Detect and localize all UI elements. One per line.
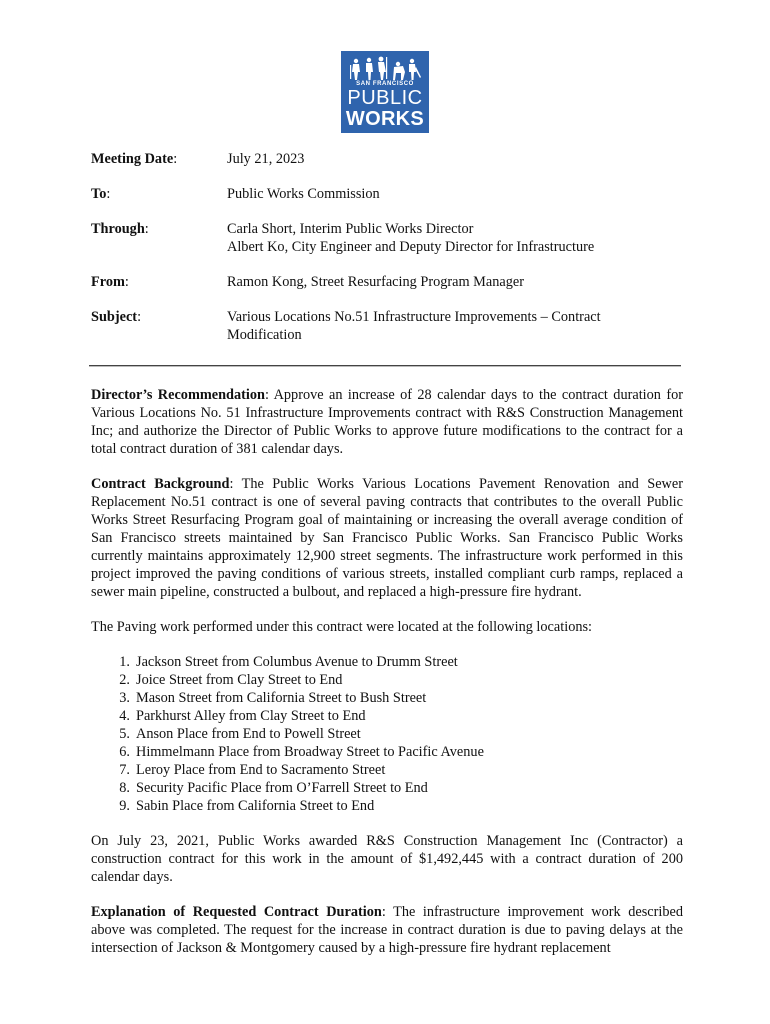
workers-silhouette-icon [347,55,423,81]
list-item-text: Parkhurst Alley from Clay Street to End [136,708,366,724]
from-label: From [91,274,125,290]
recommendation-heading: Director’s Recommendation [91,387,265,403]
list-item [91,761,683,779]
list-item-text: Jackson Street from Columbus Avenue to Drumm Street [136,654,458,670]
logo-san-francisco: SAN FRANCISCO [356,81,414,87]
list-item-number: 5. [119,726,130,742]
list-item [91,725,683,743]
list-item-number: 7. [119,762,130,778]
memo-body [91,386,683,974]
award-paragraph: On July 23, 2021, Public Works awarded R&S Construction Management Inc (Contractor) a construction contract for this work in the amount of $1,492,445 with a contract duration of 200 calendar days. [91,833,683,885]
locations-list [91,653,683,815]
list-item [91,689,683,707]
meeting-date-label: Meeting Date [91,151,174,167]
list-item [91,797,683,815]
list-item-number: 3. [119,690,130,706]
list-item-text: Leroy Place from End to Sacramento Street [136,762,386,778]
memo-header [91,150,681,361]
list-item [91,707,683,725]
list-item-number: 4. [119,708,130,724]
from-value: Ramon Kong, Street Resurfacing Program Manager [227,274,524,290]
list-item-text: Mason Street from California Street to Bush Street [136,690,427,706]
background-paragraph [91,475,683,601]
through-label: Through [91,221,145,237]
list-item [91,671,683,689]
through-value-1: Carla Short, Interim Public Works Director [227,221,474,237]
public-works-logo [341,51,429,133]
logo-public: PUBLIC [347,87,423,109]
list-item-text: Joice Street from Clay Street to End [136,672,343,688]
logo-works: WORKS [345,108,425,130]
list-item-text: Himmelmann Place from Broadway Street to Pacific Avenue [136,744,484,760]
recommendation-text: : Approve an increase of 28 calendar days to the contract duration for Various Locations No. 51 Infrastructure Improvements contract with R&S Construction Management Inc; and authorize the Director of Public Works to approve future modifications to the contract for a total contract duration of 381 calendar days. [91,387,684,457]
memo-row-to: To: Public Works Commission [91,185,681,203]
list-item-number: 8. [119,780,130,796]
memo-row-from: From: Ramon Kong, Street Resurfacing Program Manager [91,273,681,291]
list-item [91,653,683,671]
list-item-text: Anson Place from End to Powell Street [136,726,361,742]
list-item-number: 1. [119,654,130,670]
subject-label: Subject [91,309,138,325]
explanation-paragraph [91,903,683,957]
list-item-number: 2. [119,672,130,688]
list-item-text: Sabin Place from California Street to End [136,798,375,814]
locations-intro: The Paving work performed under this contract were located at the following locations: [91,619,593,635]
subject-value-2: Modification [227,327,302,343]
meeting-date-value: July 21, 2023 [227,151,305,167]
header-divider [89,365,681,366]
subject-value-1: Various Locations No.51 Infrastructure Improvements – Contract [227,309,601,325]
memo-row-through: Through: Carla Short, Interim Public Works Director Albert Ko, City Engineer and Deputy Director for Infrastructure [91,220,681,256]
to-value: Public Works Commission [227,186,380,202]
explanation-text: : The infrastructure improvement work described above was completed. The request for the increase in contract duration is due to paving delays at the intersection of Jackson & Montgomery caused by a high-pressure fire hydrant replacement [91,904,683,956]
background-heading: Contract Background [91,476,230,492]
background-text: : The Public Works Various Locations Pavement Renovation and Sewer Replacement No.51 contract is one of several paving contracts that contributes to the overall Public Works Street Resurfacing Program goal of maintaining or increasing the overall average condition of San Francisco streets maintained by San Francisco Public Works. San Francisco Public Works currently maintains approximately 12,900 street segments. The infrastructure work performed in this project improved the paving conditions of various streets, installed compliant curb ramps, replaced a sewer main pipeline, constructed a bulbout, and replaced a high-pressure fire hydrant. [91,476,683,600]
through-value-2: Albert Ko, City Engineer and Deputy Director for Infrastructure [227,239,595,255]
memo-row-meeting-date: Meeting Date: July 21, 2023 [91,150,681,168]
list-item-number: 9. [119,798,130,814]
list-item [91,743,683,761]
recommendation-paragraph [91,386,683,458]
list-item-number: 6. [119,744,130,760]
list-item-text: Security Pacific Place from O’Farrell Street to End [136,780,428,796]
to-label: To [91,186,107,202]
list-item [91,779,683,797]
explanation-heading: Explanation of Requested Contract Duration [91,904,382,920]
memo-row-subject: Subject: Various Locations No.51 Infrastructure Improvements – Contract Modification [91,308,681,344]
